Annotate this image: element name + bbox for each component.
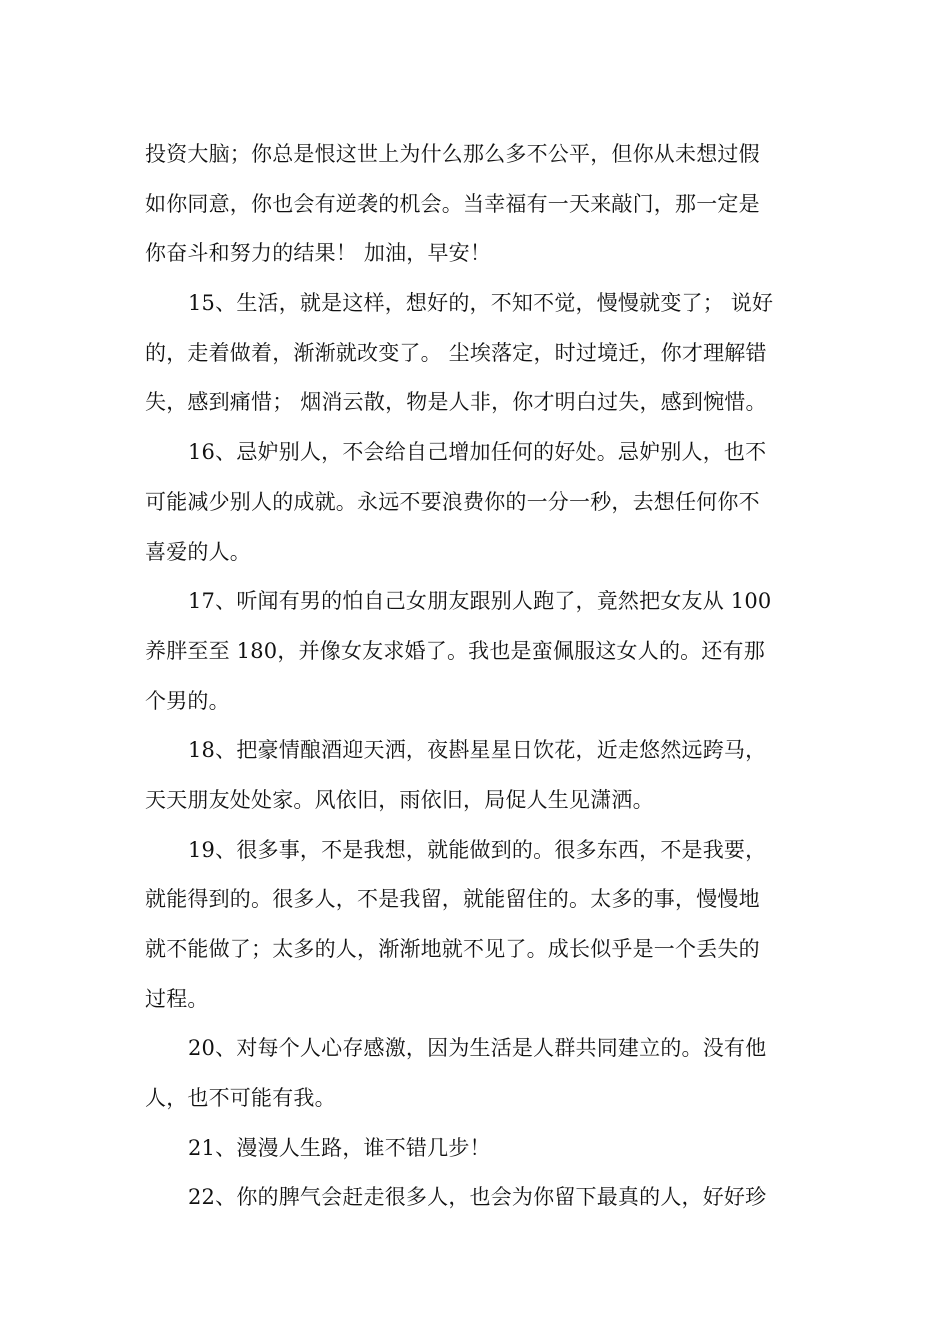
- text-line: 就能得到的。很多人，不是我留，就能留住的。太多的事，慢慢地: [145, 887, 760, 912]
- text-line: 投资大脑；你总是恨这世上为什么那么多不公平，但你从未想过假: [145, 142, 760, 166]
- paragraph-19-start: 19、很多事，不是我想，就能做到的。很多东西，不是我要，: [188, 837, 767, 862]
- body-text: [145, 130, 810, 1223]
- paragraph-16-start: 16、忌妒别人，不会给自己增加任何的好处。忌妒别人，也不: [188, 440, 767, 465]
- paragraph-17-start: 17、听闻有男的怕自己女朋友跟别人跑了，竟然把女友从 100: [188, 589, 772, 614]
- paragraph-15-start: 15、生活，就是这样，想好的，不知不觉，慢慢就变了； 说好: [188, 291, 774, 316]
- paragraph-22-start: 22、你的脾气会赶走很多人，也会为你留下最真的人，好好珍: [188, 1185, 767, 1210]
- paragraph-20-start: 20、对每个人心存感激，因为生活是人群共同建立的。没有他: [188, 1036, 767, 1061]
- paragraph-21-start: 21、漫漫人生路，谁不错几步！: [188, 1135, 491, 1160]
- text-line: 就不能做了；太多的人，渐渐地就不见了。成长似乎是一个丢失的: [145, 937, 760, 961]
- text-line: 如你同意，你也会有逆袭的机会。当幸福有一天来敲门，那一定是: [145, 191, 760, 216]
- text-line: 可能减少别人的成就。永远不要浪费你的一分一秒，去想任何你不: [145, 489, 760, 514]
- text-line: 喜爱的人。: [145, 539, 251, 564]
- paragraph-18-start: 18、把豪情酿酒迎天洒，夜斟星星日饮花，近走悠然远跨马，: [188, 738, 767, 763]
- text-line: 个男的。: [145, 688, 230, 713]
- text-line: 过程。: [145, 986, 209, 1011]
- text-line: 养胖至至 180，并像女友求婚了。我也是蛮佩服这女人的。还有那: [145, 638, 765, 663]
- text-line: 失，感到痛惜； 烟消云散，物是人非，你才明白过失，感到惋惜。: [145, 390, 767, 415]
- text-line: 的，走着做着，渐渐就改变了。 尘埃落定，时过境迁，你才理解错: [145, 340, 767, 365]
- text-line: 你奋斗和努力的结果！ 加油，早安！: [145, 241, 492, 266]
- text-line: 天天朋友处处家。风依旧，雨依旧，局促人生见潇洒。: [145, 787, 654, 812]
- text-line: 人，也不可能有我。: [145, 1086, 336, 1111]
